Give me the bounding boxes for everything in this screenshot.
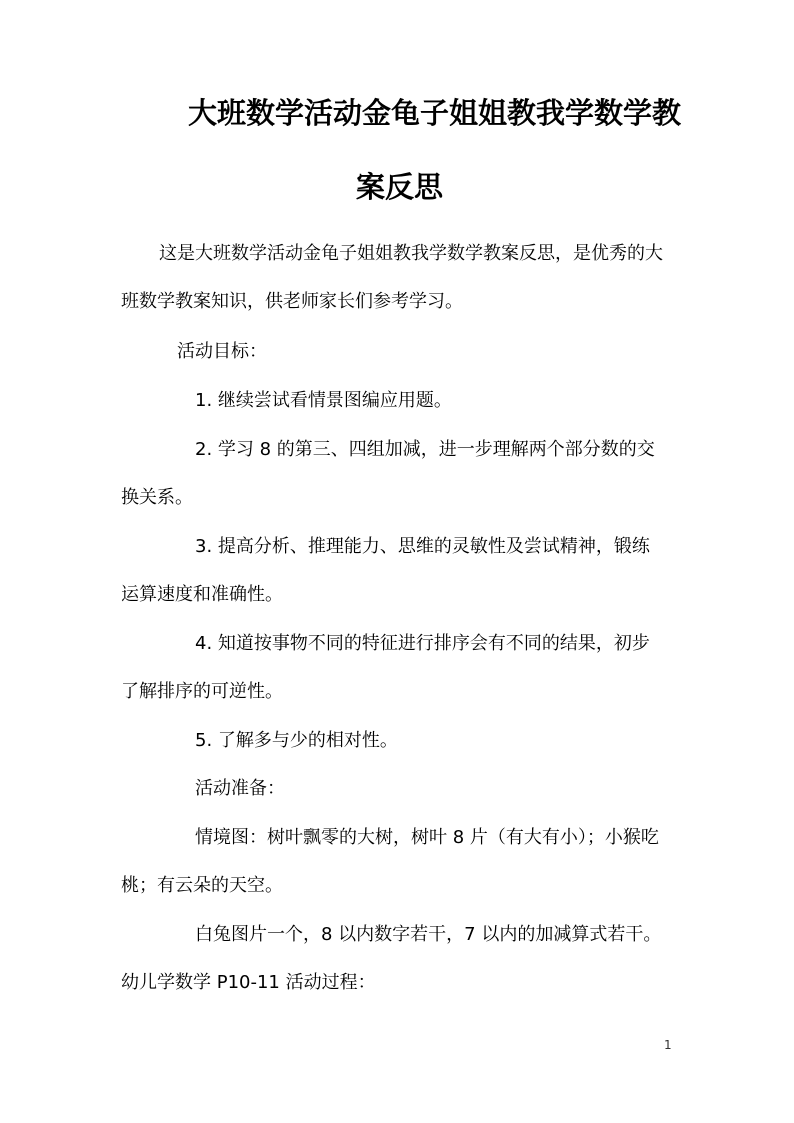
- intro-line-2: 班数学教案知识，供老师家长们参考学习。: [121, 291, 463, 312]
- goal-1: 1. 继续尝试看情景图编应用题。: [195, 390, 452, 411]
- prep-2-line-1: 白兔图片一个，8 以内数字若干，7 以内的加减算式若干。: [195, 924, 662, 945]
- prep-1-line-2: 桃；有云朵的天空。: [121, 875, 283, 896]
- goal-2-line-2: 换关系。: [121, 487, 193, 508]
- goal-3-line-2: 运算速度和准确性。: [121, 584, 283, 605]
- intro-line-1: 这是大班数学活动金龟子姐姐教我学数学教案反思，是优秀的大: [159, 243, 663, 264]
- document-title-line-2: 案反思: [356, 170, 444, 204]
- goal-5: 5. 了解多与少的相对性。: [195, 730, 398, 751]
- goal-4-line-2: 了解排序的可逆性。: [121, 681, 283, 702]
- document-title-line-1: 大班数学活动金龟子姐姐教我学数学教: [188, 96, 682, 130]
- goal-4-line-1: 4. 知道按事物不同的特征进行排序会有不同的结果，初步: [195, 633, 650, 654]
- prep-heading: 活动准备：: [195, 778, 285, 799]
- goal-2-line-1: 2. 学习 8 的第三、四组加减，进一步理解两个部分数的交: [195, 439, 655, 460]
- page-number: 1: [664, 1038, 672, 1052]
- goal-3-line-1: 3. 提高分析、推理能力、思维的灵敏性及尝试精神，锻练: [195, 536, 650, 557]
- prep-1-line-1: 情境图：树叶飘零的大树，树叶 8 片（有大有小）；小猴吃: [195, 827, 659, 848]
- goals-heading: 活动目标：: [177, 341, 267, 362]
- prep-2-line-2: 幼儿学数学 P10-11 活动过程：: [121, 972, 376, 993]
